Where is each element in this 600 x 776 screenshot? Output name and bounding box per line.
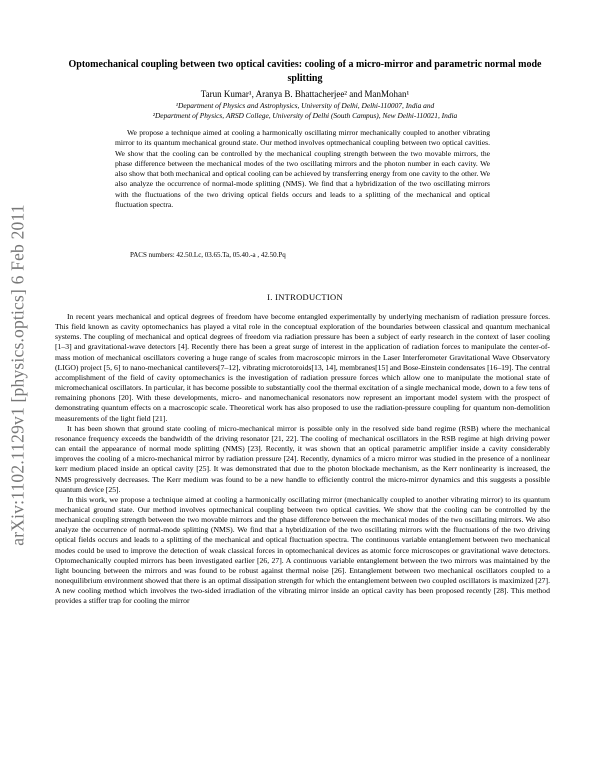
pacs-numbers: PACS numbers: 42.50.Lc, 03.65.Ta, 05.40.-a , 42.50.Pq [130,251,286,259]
affiliation-1: ¹Department of Physics and Astrophysics, University of Delhi, Delhi-110007, India and [175,101,435,110]
body-text [55,312,550,607]
author-list: Tarun Kumar¹, Aranya B. Bhattacherjee² and ManMohan¹ [200,89,410,99]
paragraph: In this work, we propose a technique aimed at cooling a harmonically oscillating mirror (mechanically coupled to another vibrating mirror) to its quantum mechanical ground state. Our method involves optmechanical coupling between two optical cavities. We show that the cooling can be controlled by the mechanical coupling strength between the two movable mirrors and the phase difference between the mechanical modes of the two oscillating mirrors. We also analyze the occurrence of normal-mode splitting (NMS). We find that a hybridization of the two oscillating mirrors with the fluctuations of the two driving optical fields occurs and leads to a splitting of the mechanical and optical fluctuation spectra. The continuous variable entanglement between two mechanical modes could be used to improve the detection of weak classical forces in optomechanical devices as atomic force microscopes or gravitational wave detectors. Optomechanically coupled mirrors has been investigated earlier [26, 27]. A continuous variable entanglement between the two mirrors was maintained by the light bouncing between the mirrors and was found to be robust against thermal noise [26]. Entanglement between two mechanical oscillators coupled to a nonequilibrium environment showed that there is an optimal dissipation strength for which the entanglement between two coupled oscillators is maximized [27]. A new cooling method which involves the two-sided irradiation of the vibrating mirror inside an optical cavity has been proposed recently [28]. This method provides a stiffer trap for cooling the mirror [55,494,550,606]
paper-title: Optomechanical coupling between two optical cavities: cooling of a micro-mirror and parametric normal mode splitting [68,59,542,84]
affiliation-2: ²Department of Physics, ARSD College, University of Delhi (South Campus), New Delhi-110021, India [152,111,458,120]
section-heading-introduction: I. INTRODUCTION [267,292,343,302]
paragraph: It has been shown that ground state cooling of micro-mechanical mirror is possible only in the resolved side band regime (RSB) where the mechanical resonance frequency exceeds the bandwidth of the driving resonator [21, 22]. The cooling of mechanical oscillators in the RSB regime at high driving power can entail the appearance of normal mode splitting (NMS) [23]. Recently, it was shown that an optical parametric amplifier inside a cavity considerably improves the cooling of a micro-mechanical mirror by radiation pressure [24]. Recently, dynamics of a micro mirror was studied in the presence of a nonlinear kerr medium placed inside an optical cavity [25]. It was demonstrated that due to the photon blockade mechanism, as the Kerr nonlinearity is increased, the NMS progressively decreases. The Kerr medium was found to be a new handle to efficiently control the micro-mirror dynamics and this suggests a possible quantum device [25]. [55,423,550,494]
arxiv-identifier: arXiv:1102.1129v1 [physics.optics] 6 Feb 2011 [7,204,28,546]
arxiv-sidebar-stamp [5,180,31,570]
abstract: We propose a technique aimed at cooling a harmonically oscillating mirror mechanically coupled to another vibrating mirror to its quantum mechanical ground state. Our method involves optmechanical coupling between two optical cavities. We show that the cooling can be controlled by the mechanical coupling strength between the two movable mirrors, the phase difference between the mechanical modes of the two oscillating mirrors and the photon number in each cavity. We also show that both mechanical and optical cooling can be achieved by transferring energy from one cavity to the other. We also analyze the occurrence of normal-mode splitting (NMS). We find that a hybridization of the two oscillating mirrors with the fluctuations of the two driving optical fields occurs and leads to a splitting of the mechanical and optical fluctuation spectra. [115,128,490,210]
paragraph: In recent years mechanical and optical degrees of freedom have become entangled experimentally by underlying mechanism of radiation pressure forces. This field known as cavity optomechanics has played a vital role in the conceptual exploration of the boundaries between classical and quantum mechanical systems. The coupling of mechanical and optical degrees of freedom via radiation pressure has been a subject of early research in the context of laser cooling [1–3] and gravitational-wave detectors [4]. Recently there has been a great surge of interest in the application of radiation forces to manipulate the center-of-mass motion of mechanical oscillators covering a huge range of scales from macroscopic mirrors in the Laser Interferometer Gravitational Wave Observatory (LIGO) project [5, 6] to nano-mechanical cantilevers[7–12], vibrating microtoroids[13, 14], membranes[15] and Bose-Einstein condensates [16–19]. The central accomplishment of the field of cavity optomechanics is the investigation of radiation pressure forces which allow one to manipulate the motional state of micromechanical oscillators. In particular, it has become possible to substantially cool the thermal excitation of a single mechanical mode, down to a few tens of remaining phonons [20]. With these developments, micro- and nanomechanical resonators now represent an important model system with the prospect of demonstrating quantum effects on a macroscopic scale. Theoretical work has also proposed to use the radiation-pressure coupling for quantum non-demolition measurements of the light field [21]. [55,312,550,423]
